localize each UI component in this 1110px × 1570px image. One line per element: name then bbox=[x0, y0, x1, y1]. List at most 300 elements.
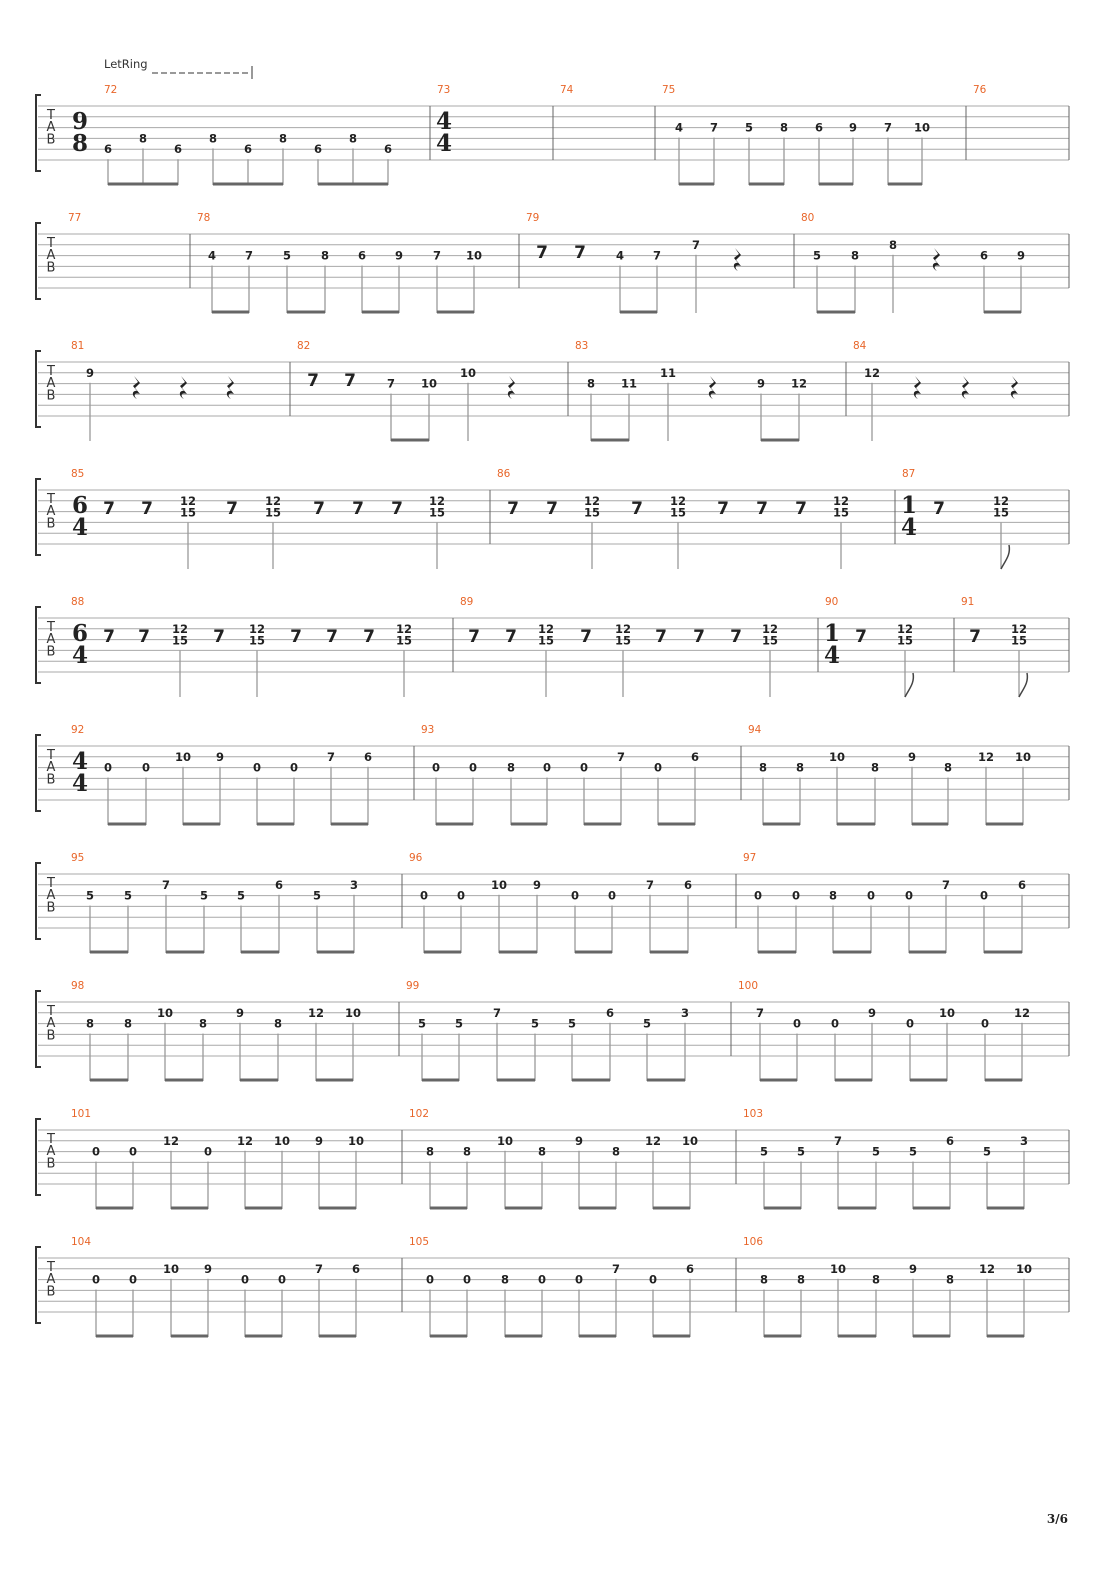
fret-number: 10 bbox=[174, 749, 192, 764]
fret-number: 9 bbox=[394, 248, 404, 263]
fret-number: 15 bbox=[1010, 633, 1028, 648]
tab-clef-t: T bbox=[47, 364, 55, 379]
fret-number: 9 bbox=[756, 376, 766, 391]
measure-97 bbox=[736, 852, 1026, 953]
fret-number: 8 bbox=[943, 760, 953, 775]
fret-number: 10 bbox=[496, 1133, 514, 1148]
fret-number: 6 bbox=[351, 1261, 361, 1276]
quarter-rest bbox=[914, 376, 921, 399]
measure-number: 99 bbox=[406, 980, 420, 992]
fret-number: 15 bbox=[248, 633, 266, 648]
measure-84 bbox=[846, 340, 1018, 441]
fret-number: 8 bbox=[828, 888, 838, 903]
measure-number: 83 bbox=[575, 340, 589, 352]
measure-number: 82 bbox=[297, 340, 311, 352]
quarter-rest bbox=[227, 376, 234, 399]
quarter-rest bbox=[709, 376, 716, 399]
fret-number: 4 bbox=[615, 248, 625, 263]
measure-number: 104 bbox=[71, 1236, 92, 1248]
fret-number: 10 bbox=[344, 1005, 362, 1020]
staff-system bbox=[36, 212, 1069, 313]
page-number: 3/6 bbox=[1046, 1512, 1068, 1526]
let-ring-label: LetRing bbox=[104, 57, 148, 71]
fret-number: 0 bbox=[240, 1272, 250, 1287]
fret-number: 7 bbox=[326, 749, 336, 764]
staff-system bbox=[36, 1236, 1069, 1337]
fret-number: 6 bbox=[683, 877, 693, 892]
fret-number: 12 bbox=[264, 493, 282, 508]
fret-number: 10 bbox=[828, 749, 846, 764]
measure-number: 95 bbox=[71, 852, 85, 864]
tab-clef-b: B bbox=[46, 388, 56, 404]
fret-number: 8 bbox=[758, 760, 768, 775]
eighth-rest: 7 bbox=[103, 499, 115, 519]
eighth-rest: 7 bbox=[307, 371, 319, 391]
fret-number: 15 bbox=[264, 505, 282, 520]
fret-number: 7 bbox=[755, 1005, 765, 1020]
staff-system bbox=[36, 340, 1069, 441]
fret-number: 8 bbox=[278, 131, 288, 146]
fret-number: 6 bbox=[357, 248, 367, 263]
fret-number: 10 bbox=[162, 1261, 180, 1276]
fret-number: 0 bbox=[979, 888, 989, 903]
eighth-rest: 7 bbox=[326, 627, 338, 647]
fret-number: 8 bbox=[759, 1272, 769, 1287]
fret-number: 12 bbox=[790, 376, 808, 391]
fret-number: 0 bbox=[462, 1272, 472, 1287]
tab-clef-t: T bbox=[47, 876, 55, 891]
eighth-rest: 7 bbox=[352, 499, 364, 519]
eighth-rest: 7 bbox=[363, 627, 375, 647]
quarter-rest bbox=[180, 376, 187, 399]
fret-number: 8 bbox=[462, 1144, 472, 1159]
fret-number: 11 bbox=[659, 365, 677, 380]
measure-105 bbox=[402, 1236, 694, 1337]
fret-number: 8 bbox=[611, 1144, 621, 1159]
fret-number: 5 bbox=[236, 888, 246, 903]
fret-number: 7 bbox=[161, 877, 171, 892]
fret-number: 12 bbox=[583, 493, 601, 508]
fret-number: 7 bbox=[492, 1005, 502, 1020]
fret-number: 6 bbox=[383, 142, 393, 157]
measure-95 bbox=[71, 852, 358, 953]
tab-clef-b: B bbox=[46, 644, 56, 660]
fret-number: 0 bbox=[830, 1016, 840, 1031]
fret-number: 5 bbox=[642, 1016, 652, 1031]
time-signature-top: 1 bbox=[900, 492, 918, 519]
tab-clef-t: T bbox=[47, 1132, 55, 1147]
fret-number: 6 bbox=[685, 1261, 695, 1276]
measure-number: 93 bbox=[421, 724, 435, 736]
eighth-rest: 7 bbox=[103, 627, 115, 647]
time-signature-top: 4 bbox=[435, 108, 453, 135]
eighth-rest: 7 bbox=[505, 627, 517, 647]
eighth-rest: 7 bbox=[580, 627, 592, 647]
fret-number: 15 bbox=[669, 505, 687, 520]
eighth-rest: 7 bbox=[631, 499, 643, 519]
fret-number: 10 bbox=[459, 365, 477, 380]
tab-clef-a: A bbox=[46, 504, 56, 520]
measure-number: 106 bbox=[743, 1236, 764, 1248]
fret-number: 15 bbox=[832, 505, 850, 520]
fret-number: 6 bbox=[1017, 877, 1027, 892]
time-signature-bottom: 4 bbox=[71, 642, 89, 669]
fret-number: 12 bbox=[761, 621, 779, 636]
tab-clef-b: B bbox=[46, 1028, 56, 1044]
fret-number: 12 bbox=[162, 1133, 180, 1148]
fret-number: 5 bbox=[567, 1016, 577, 1031]
fret-number: 7 bbox=[691, 237, 701, 252]
measure-number: 86 bbox=[497, 468, 511, 480]
eighth-rest: 7 bbox=[855, 627, 867, 647]
fret-number: 8 bbox=[85, 1016, 95, 1031]
tab-clef-t: T bbox=[47, 748, 55, 763]
eighth-rest: 7 bbox=[391, 499, 403, 519]
eighth-rest: 7 bbox=[313, 499, 325, 519]
fret-number: 0 bbox=[980, 1016, 990, 1031]
measure-number: 105 bbox=[409, 1236, 430, 1248]
fret-number: 6 bbox=[945, 1133, 955, 1148]
tab-clef-a: A bbox=[46, 888, 56, 904]
time-signature-top: 4 bbox=[71, 748, 89, 775]
measure-74 bbox=[553, 84, 574, 160]
fret-number: 0 bbox=[574, 1272, 584, 1287]
eighth-rest: 7 bbox=[138, 627, 150, 647]
measure-77 bbox=[68, 212, 81, 224]
fret-number: 7 bbox=[432, 248, 442, 263]
measure-91 bbox=[954, 596, 1027, 697]
fret-number: 15 bbox=[428, 505, 446, 520]
fret-number: 9 bbox=[85, 365, 95, 380]
fret-number: 12 bbox=[179, 493, 197, 508]
fret-number: 10 bbox=[490, 877, 508, 892]
measure-number: 91 bbox=[961, 596, 975, 608]
tab-clef-b: B bbox=[46, 132, 56, 148]
fret-number: 12 bbox=[1010, 621, 1028, 636]
measure-number: 96 bbox=[409, 852, 423, 864]
staff-system bbox=[36, 980, 1069, 1081]
fret-number: 8 bbox=[198, 1016, 208, 1031]
staff-system bbox=[36, 724, 1069, 825]
eighth-rest: 7 bbox=[213, 627, 225, 647]
measure-75 bbox=[655, 84, 930, 185]
time-signature-bottom: 8 bbox=[71, 130, 89, 157]
time-signature-top: 9 bbox=[71, 108, 89, 135]
fret-number: 3 bbox=[1019, 1133, 1029, 1148]
fret-number: 0 bbox=[579, 760, 589, 775]
time-signature-bottom: 4 bbox=[435, 130, 453, 157]
fret-number: 6 bbox=[605, 1005, 615, 1020]
quarter-rest bbox=[734, 248, 741, 271]
fret-number: 10 bbox=[347, 1133, 365, 1148]
measure-87 bbox=[895, 468, 1009, 569]
fret-number: 12 bbox=[832, 493, 850, 508]
fret-number: 9 bbox=[907, 749, 917, 764]
fret-number: 4 bbox=[207, 248, 217, 263]
fret-number: 12 bbox=[236, 1133, 254, 1148]
measure-72 bbox=[72, 84, 392, 185]
fret-number: 12 bbox=[992, 493, 1010, 508]
fret-number: 12 bbox=[863, 365, 881, 380]
fret-number: 9 bbox=[235, 1005, 245, 1020]
fret-number: 9 bbox=[908, 1261, 918, 1276]
fret-number: 0 bbox=[128, 1272, 138, 1287]
fret-number: 5 bbox=[199, 888, 209, 903]
fret-number: 6 bbox=[243, 142, 253, 157]
tab-clef-t: T bbox=[47, 620, 55, 635]
quarter-rest bbox=[133, 376, 140, 399]
fret-number: 5 bbox=[123, 888, 133, 903]
measure-number: 97 bbox=[743, 852, 757, 864]
fret-number: 5 bbox=[744, 120, 754, 135]
tab-clef-a: A bbox=[46, 376, 56, 392]
fret-number: 9 bbox=[574, 1133, 584, 1148]
measure-80 bbox=[794, 212, 1025, 313]
time-signature-top: 1 bbox=[823, 620, 841, 647]
eighth-rest: 7 bbox=[507, 499, 519, 519]
fret-number: 8 bbox=[506, 760, 516, 775]
tab-clef-t: T bbox=[47, 236, 55, 251]
fret-number: 0 bbox=[203, 1144, 213, 1159]
fret-number: 5 bbox=[982, 1144, 992, 1159]
measure-83 bbox=[568, 340, 807, 441]
measure-90 bbox=[818, 596, 913, 697]
eighth-rest: 7 bbox=[655, 627, 667, 647]
fret-number: 9 bbox=[1016, 248, 1026, 263]
time-signature-bottom: 4 bbox=[900, 514, 918, 541]
fret-number: 15 bbox=[171, 633, 189, 648]
eighth-rest: 7 bbox=[756, 499, 768, 519]
measure-82 bbox=[290, 340, 515, 441]
measure-number: 79 bbox=[526, 212, 540, 224]
fret-number: 0 bbox=[570, 888, 580, 903]
quarter-rest bbox=[933, 248, 940, 271]
fret-number: 9 bbox=[215, 749, 225, 764]
fret-number: 9 bbox=[532, 877, 542, 892]
fret-number: 5 bbox=[871, 1144, 881, 1159]
measure-number: 85 bbox=[71, 468, 85, 480]
measure-number: 89 bbox=[460, 596, 474, 608]
eighth-rest: 7 bbox=[546, 499, 558, 519]
fret-number: 7 bbox=[652, 248, 662, 263]
fret-number: 9 bbox=[848, 120, 858, 135]
eighth-rest: 7 bbox=[730, 627, 742, 647]
fret-number: 0 bbox=[419, 888, 429, 903]
fret-number: 0 bbox=[607, 888, 617, 903]
fret-number: 7 bbox=[386, 376, 396, 391]
staff-system bbox=[36, 468, 1069, 569]
staff-system bbox=[36, 596, 1069, 697]
tab-clef-b: B bbox=[46, 1156, 56, 1172]
fret-number: 6 bbox=[690, 749, 700, 764]
eighth-rest: 7 bbox=[536, 243, 548, 263]
measure-number: 103 bbox=[743, 1108, 764, 1120]
fret-number: 7 bbox=[709, 120, 719, 135]
fret-number: 7 bbox=[833, 1133, 843, 1148]
fret-number: 0 bbox=[905, 1016, 915, 1031]
fret-number: 12 bbox=[171, 621, 189, 636]
tab-clef-a: A bbox=[46, 248, 56, 264]
fret-number: 5 bbox=[812, 248, 822, 263]
fret-number: 8 bbox=[945, 1272, 955, 1287]
tab-clef-a: A bbox=[46, 760, 56, 776]
measure-number: 78 bbox=[197, 212, 211, 224]
eighth-flag bbox=[1001, 545, 1009, 569]
fret-number: 9 bbox=[203, 1261, 213, 1276]
measure-89 bbox=[453, 596, 778, 697]
fret-number: 7 bbox=[616, 749, 626, 764]
fret-number: 12 bbox=[614, 621, 632, 636]
fret-number: 10 bbox=[1014, 749, 1032, 764]
eighth-rest: 7 bbox=[693, 627, 705, 647]
fret-number: 8 bbox=[871, 1272, 881, 1287]
fret-number: 0 bbox=[425, 1272, 435, 1287]
measure-number: 98 bbox=[71, 980, 85, 992]
fret-number: 15 bbox=[395, 633, 413, 648]
measure-94 bbox=[741, 724, 1031, 825]
fret-number: 7 bbox=[645, 877, 655, 892]
measure-number: 100 bbox=[738, 980, 759, 992]
fret-number: 0 bbox=[791, 888, 801, 903]
measure-104 bbox=[71, 1236, 360, 1337]
fret-number: 12 bbox=[395, 621, 413, 636]
measure-93 bbox=[414, 724, 699, 825]
tab-clef-b: B bbox=[46, 900, 56, 916]
fret-number: 12 bbox=[644, 1133, 662, 1148]
measure-76 bbox=[966, 84, 987, 160]
fret-number: 10 bbox=[913, 120, 931, 135]
fret-number: 0 bbox=[456, 888, 466, 903]
eighth-rest: 7 bbox=[290, 627, 302, 647]
eighth-rest: 7 bbox=[468, 627, 480, 647]
eighth-flag bbox=[1019, 673, 1027, 697]
measure-78 bbox=[190, 212, 482, 313]
measure-number: 81 bbox=[71, 340, 85, 352]
tab-clef-a: A bbox=[46, 1016, 56, 1032]
fret-number: 15 bbox=[761, 633, 779, 648]
fret-number: 0 bbox=[866, 888, 876, 903]
fret-number: 8 bbox=[850, 248, 860, 263]
fret-number: 12 bbox=[307, 1005, 325, 1020]
fret-number: 12 bbox=[896, 621, 914, 636]
fret-number: 8 bbox=[537, 1144, 547, 1159]
fret-number: 0 bbox=[91, 1272, 101, 1287]
eighth-rest: 7 bbox=[717, 499, 729, 519]
tab-clef-a: A bbox=[46, 632, 56, 648]
fret-number: 0 bbox=[289, 760, 299, 775]
fret-number: 15 bbox=[896, 633, 914, 648]
fret-number: 12 bbox=[669, 493, 687, 508]
time-signature-bottom: 4 bbox=[71, 514, 89, 541]
fret-number: 12 bbox=[977, 749, 995, 764]
eighth-rest: 7 bbox=[969, 627, 981, 647]
fret-number: 12 bbox=[248, 621, 266, 636]
fret-number: 0 bbox=[431, 760, 441, 775]
fret-number: 0 bbox=[753, 888, 763, 903]
measure-92 bbox=[71, 724, 372, 825]
fret-number: 0 bbox=[537, 1272, 547, 1287]
fret-number: 0 bbox=[91, 1144, 101, 1159]
measure-number: 73 bbox=[437, 84, 451, 96]
fret-number: 0 bbox=[277, 1272, 287, 1287]
fret-number: 6 bbox=[814, 120, 824, 135]
fret-number: 15 bbox=[992, 505, 1010, 520]
fret-number: 0 bbox=[653, 760, 663, 775]
measure-85 bbox=[71, 468, 445, 569]
staff-system bbox=[36, 84, 1069, 185]
fret-number: 15 bbox=[179, 505, 197, 520]
eighth-rest: 7 bbox=[141, 499, 153, 519]
measure-86 bbox=[490, 468, 849, 569]
fret-number: 0 bbox=[252, 760, 262, 775]
measure-79 bbox=[519, 212, 741, 313]
fret-number: 12 bbox=[978, 1261, 996, 1276]
tab-clef-a: A bbox=[46, 1272, 56, 1288]
tab-clef-b: B bbox=[46, 1284, 56, 1300]
eighth-rest: 7 bbox=[795, 499, 807, 519]
tab-clef-t: T bbox=[47, 492, 55, 507]
measure-102 bbox=[402, 1108, 698, 1209]
fret-number: 15 bbox=[583, 505, 601, 520]
tab-clef-t: T bbox=[47, 108, 55, 123]
fret-number: 15 bbox=[537, 633, 555, 648]
fret-number: 10 bbox=[938, 1005, 956, 1020]
fret-number: 10 bbox=[829, 1261, 847, 1276]
tab-clef-b: B bbox=[46, 772, 56, 788]
fret-number: 5 bbox=[312, 888, 322, 903]
fret-number: 7 bbox=[883, 120, 893, 135]
measure-number: 92 bbox=[71, 724, 85, 736]
measure-number: 75 bbox=[662, 84, 676, 96]
fret-number: 8 bbox=[138, 131, 148, 146]
systems bbox=[36, 84, 1069, 1337]
measure-number: 77 bbox=[68, 212, 82, 224]
fret-number: 8 bbox=[870, 760, 880, 775]
eighth-rest: 7 bbox=[933, 499, 945, 519]
fret-number: 7 bbox=[941, 877, 951, 892]
tab-clef-b: B bbox=[46, 260, 56, 276]
fret-number: 5 bbox=[454, 1016, 464, 1031]
measure-number: 87 bbox=[902, 468, 916, 480]
fret-number: 3 bbox=[349, 877, 359, 892]
fret-number: 8 bbox=[500, 1272, 510, 1287]
fret-number: 6 bbox=[274, 877, 284, 892]
measure-103 bbox=[736, 1108, 1028, 1209]
fret-number: 8 bbox=[348, 131, 358, 146]
fret-number: 12 bbox=[1013, 1005, 1031, 1020]
fret-number: 0 bbox=[904, 888, 914, 903]
measure-98 bbox=[71, 980, 361, 1081]
fret-number: 4 bbox=[674, 120, 684, 135]
fret-number: 10 bbox=[681, 1133, 699, 1148]
fret-number: 8 bbox=[795, 760, 805, 775]
tab-clef-t: T bbox=[47, 1004, 55, 1019]
fret-number: 5 bbox=[908, 1144, 918, 1159]
measure-73 bbox=[430, 84, 452, 160]
measure-number: 74 bbox=[560, 84, 574, 96]
fret-number: 0 bbox=[103, 760, 113, 775]
quarter-rest bbox=[1011, 376, 1018, 399]
fret-number: 5 bbox=[759, 1144, 769, 1159]
fret-number: 6 bbox=[979, 248, 989, 263]
fret-number: 5 bbox=[530, 1016, 540, 1031]
fret-number: 8 bbox=[888, 237, 898, 252]
measure-number: 72 bbox=[104, 84, 118, 96]
fret-number: 10 bbox=[273, 1133, 291, 1148]
fret-number: 6 bbox=[363, 749, 373, 764]
fret-number: 8 bbox=[273, 1016, 283, 1031]
fret-number: 0 bbox=[792, 1016, 802, 1031]
